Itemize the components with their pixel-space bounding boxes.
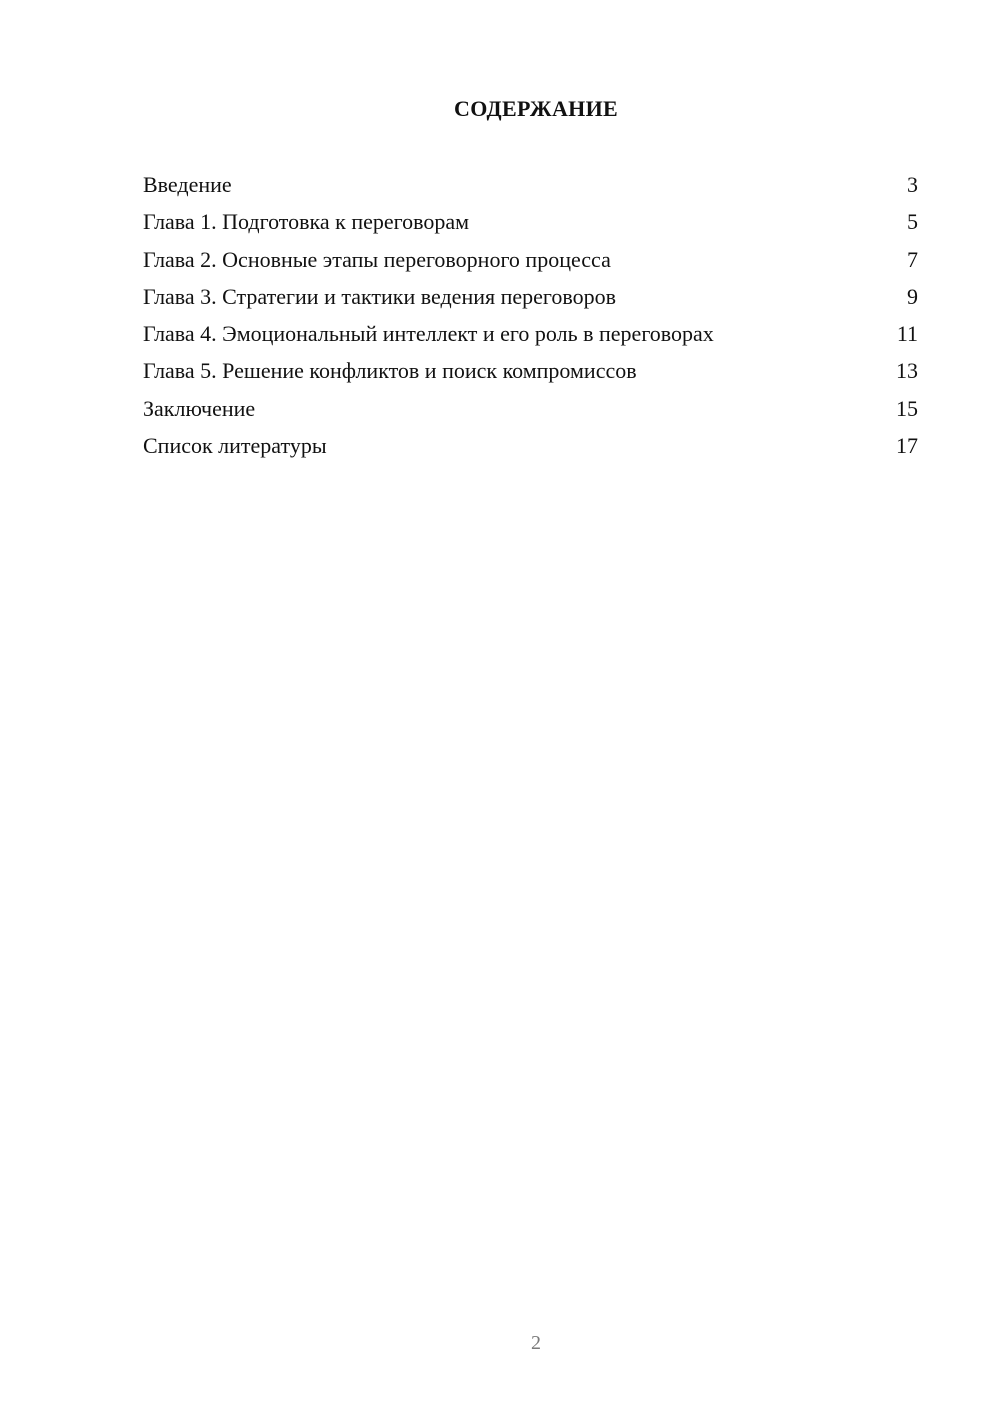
toc-entry-label: Список литературы (143, 433, 327, 459)
toc-entry-page: 17 (896, 433, 918, 459)
table-of-contents (143, 168, 918, 466)
toc-entry (143, 243, 918, 280)
toc-entry-label: Введение (143, 172, 232, 197)
toc-entry (143, 317, 918, 354)
toc-entry-page: 13 (896, 358, 918, 384)
toc-entry-label: Глава 5. Решение конфликтов и поиск компромиссов (143, 358, 637, 384)
toc-entry-page: 11 (896, 321, 918, 347)
toc-entry-page: 9 (907, 283, 918, 309)
toc-entry-label: Заключение (143, 395, 256, 421)
toc-entry (143, 354, 918, 391)
toc-entry (143, 392, 918, 429)
toc-entry-label: Глава 1. Подготовка к переговорам (143, 209, 470, 235)
page-number: 2 (531, 1332, 541, 1354)
toc-entry-page: 3 (907, 172, 918, 197)
toc-entry-label: Глава 4. Эмоциональный интеллект и его роль в переговорах (143, 321, 714, 347)
toc-entry-page: 15 (896, 395, 918, 421)
toc-entry-label: Глава 3. Стратегии и тактики ведения переговоров (143, 283, 617, 309)
toc-entry-page: 5 (907, 209, 918, 235)
toc-entry (143, 280, 918, 317)
toc-entry (143, 429, 918, 466)
toc-entry (143, 205, 918, 242)
page-title: СОДЕРЖАНИЕ (454, 96, 618, 121)
toc-entry (143, 168, 918, 205)
toc-entry-label: Глава 2. Основные этапы переговорного процесса (143, 246, 611, 272)
toc-entry-page: 7 (907, 246, 918, 272)
